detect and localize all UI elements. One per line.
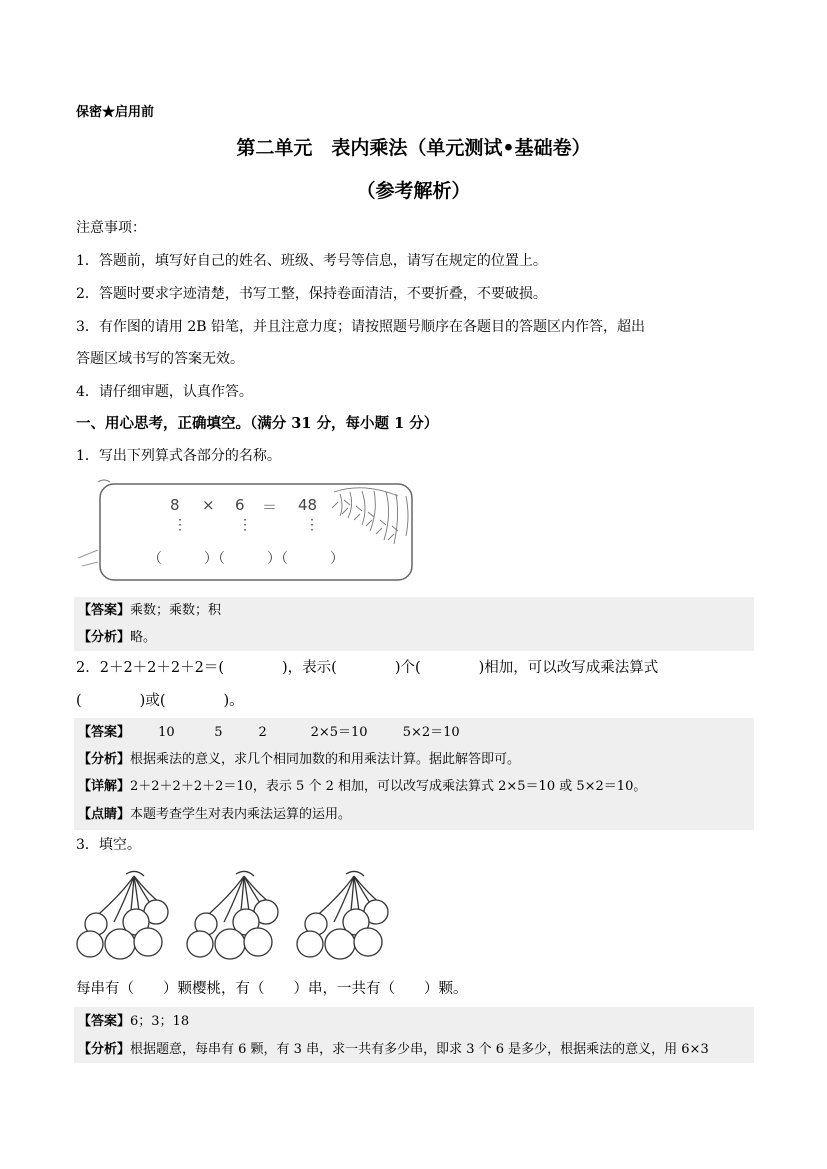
confidential-label: 保密★启用前 [76, 105, 155, 120]
answer-value: 10 [158, 725, 175, 740]
notice-item: 答题区域书写的答案无效。 [76, 351, 244, 367]
answer-box [74, 718, 754, 830]
detail-label: 【详解】 [78, 779, 131, 794]
analysis-text: 根据乘法的意义，求几个相同加数的和用乘法计算。据此解答即可。 [130, 752, 521, 767]
answer-text: 乘数；乘数；积 [130, 603, 222, 618]
analysis-text: 根据题意，每串有 6 颗，有 3 串，求一共有多少串，即求 3 个 6 是多少，根据乘法的意义，用 6×3 [130, 1042, 709, 1057]
answer-value: 2×5＝10 [310, 725, 368, 740]
analysis-row [78, 1038, 709, 1057]
question-1-text: 1．写出下列算式各部分的名称。 [76, 448, 281, 464]
answer-row [78, 1010, 189, 1029]
analysis-row [78, 626, 156, 645]
cherries-figure [76, 868, 396, 964]
dots-icon: ⋮ [238, 517, 252, 533]
notice-item: 2．答题时要求字迹清楚，书写工整，保持卷面清洁，不要折叠，不要破损。 [76, 286, 547, 302]
equation-equals: ＝ [262, 498, 278, 516]
analysis-label: 【分析】 [78, 752, 131, 767]
answer-text: 6；3；18 [130, 1014, 190, 1029]
answer-blanks: （ ）（ ）（ ） [148, 551, 344, 567]
detail-row [78, 775, 646, 794]
section-heading: 一、用心思考，正确填空。（满分 31 分，每小题 1 分） [76, 415, 439, 432]
page-subtitle: （参考解析） [356, 180, 471, 202]
notice-item: 3．有作图的请用 2B 铅笔，并且注意力度；请按照题号顺序在各题目的答题区内作答，超出 [76, 319, 646, 335]
answer-label: 【答案】 [78, 725, 131, 740]
dots-icon: ⋮ [305, 517, 319, 533]
answer-box [74, 597, 754, 651]
answer-value: 5×2＝10 [402, 725, 460, 740]
page-title: 第二单元 表内乘法（单元测试•基础卷） [236, 137, 591, 159]
equation-factor-a: 8 [170, 496, 180, 514]
question-3-text: 3．填空。 [76, 837, 141, 853]
detail-text: 2＋2＋2＋2＋2＝10，表示 5 个 2 相加，可以改写成乘法算式 2×5＝10 或 5×2＝10。 [130, 779, 647, 794]
answer-box [74, 1007, 754, 1063]
comment-text: 本题考查学生对表内乘法运算的运用。 [130, 807, 352, 822]
answer-value: 2 [258, 725, 267, 740]
equation-times: × [202, 496, 215, 514]
answer-label: 【答案】 [78, 603, 131, 618]
equation-factor-b: 6 [235, 496, 245, 514]
answer-row [78, 721, 460, 740]
equation-product: 48 [298, 496, 318, 514]
analysis-label: 【分析】 [78, 1042, 131, 1057]
dots-icon: ⋮ [173, 517, 187, 533]
comment-row [78, 803, 351, 822]
notice-item: 4．请仔细审题，认真作答。 [76, 384, 253, 400]
answer-value: 5 [214, 725, 223, 740]
comment-label: 【点睛】 [78, 807, 131, 822]
answer-row [78, 599, 221, 618]
cherries-icon [76, 868, 396, 964]
notice-item: 1．答题前，填写好自己的姓名、班级、考号等信息，请写在规定的位置上。 [76, 253, 547, 269]
question-2-line2: ( )或( )。 [76, 693, 244, 709]
analysis-row [78, 748, 520, 767]
equation-figure [76, 478, 416, 584]
notice-heading: 注意事项： [76, 220, 146, 236]
question-2-line1: 2．2＋2＋2＋2＋2＝( )，表示( )个( )相加，可以改写成乘法算式 [76, 660, 659, 676]
answer-label: 【答案】 [78, 1014, 131, 1029]
analysis-text: 略。 [130, 630, 157, 645]
question-3-prompt: 每串有（ ）颗樱桃，有（ ）串，一共有（ ）颗。 [76, 981, 468, 997]
analysis-label: 【分析】 [78, 630, 131, 645]
